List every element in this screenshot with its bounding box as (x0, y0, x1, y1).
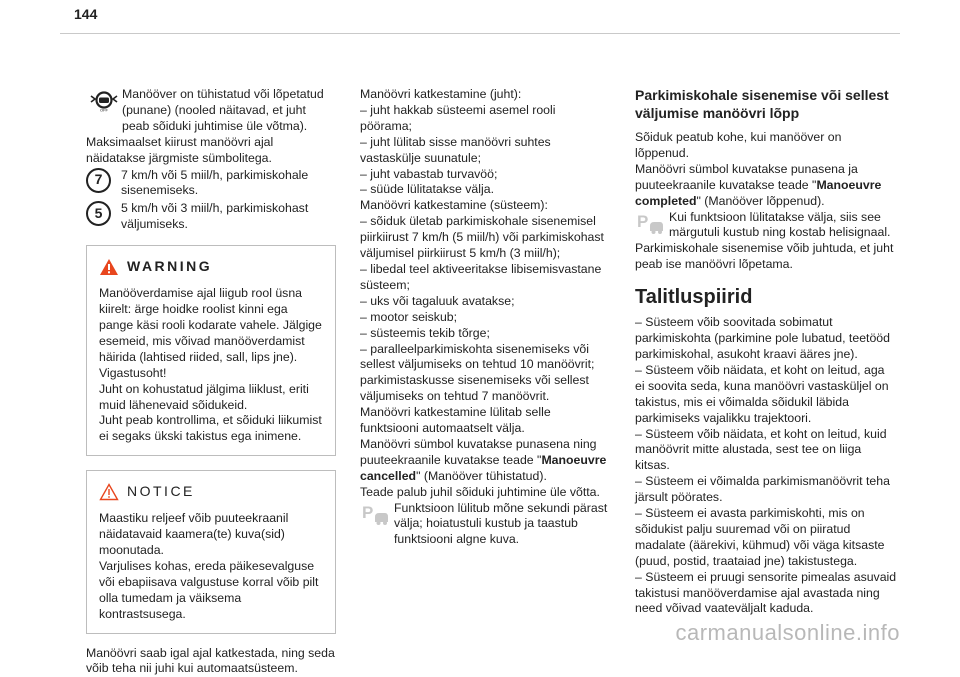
speed-5-icon: 5 (86, 201, 111, 226)
section-heading: Parkimiskohale sisenemise või sellest väljumise manöövri lõpp (635, 87, 889, 121)
column-1 (86, 87, 336, 677)
cancel-symbol-text: Manööver on tühistatud või lõpetatud (punane) (nooled näitavad, et juht peab sõiduki juhtimise üle võtma). (122, 87, 324, 133)
col2-line: – süsteemis tekib tõrge; (360, 325, 490, 340)
limit-item: – Süsteem võib soovitada sobimatut parkimiskohta (parkimine pole lubatud, teetööd parkimiskohal, asukoht kraavi ääres jne). (635, 315, 890, 361)
completed-message-text (635, 162, 897, 210)
column-2 (360, 87, 610, 548)
col2-line: – juht lülitab sisse manöövri suhtes vastaskülje suunatule; (360, 134, 551, 165)
completed-pre: Manöövri sümbol kuvatakse punasena ja puuteekraanile kuvatakse teade " (635, 161, 858, 192)
page-number: 144 (74, 6, 98, 22)
speed-7-icon: 7 (86, 168, 111, 193)
col2-line: – paralleelparkimiskohta sisenemiseks või sellest väljumiseks on tehtud 10 manöövrit; parkimistaskusse sisenemiseks või sellest väljumiseks on tehtud 7 manöövrit. (360, 341, 595, 404)
warning-line: Manööverdamise ajal liigub rool üsna kiirelt: ärge hoidke roolist kinni ega pange käsi rooli kodarate vahele. Jälgige esemeid, mis võivad manööverdamist häirida (lahtised riided, sall, lips jne). Vigastusoht! (99, 286, 322, 380)
notice-label: NOTICE (127, 483, 195, 500)
cancel-symbol-row (86, 87, 336, 135)
notice-box (86, 470, 336, 633)
cancelled-message-text (360, 437, 610, 485)
speed-intro: Maksimaalset kiirust manöövri ajal näidatakse järgmiste sümbolitega. (86, 134, 274, 165)
parking-grey-icon (360, 501, 390, 532)
col2-line: – juht vabastab turvavöö; (360, 166, 498, 181)
svg-text:P: P (362, 502, 374, 522)
notice-line: Varjulises kohas, ereda päikesevalguse või ebapiisava valgustuse korral võib pilt olla tumedam ja väiksema kontrastsusega. (99, 558, 319, 621)
speed5-row (86, 201, 336, 233)
completed-bold: Manoeuvre completed (635, 177, 882, 208)
col3-p3: Parkimiskohale sisenemise võib juhtuda, et juht peab ise manöövri lõpetama. (635, 241, 894, 272)
col3-p1: Sõiduk peatub kohe, kui manööver on lõppenud. (635, 130, 842, 160)
col2-icon-text: Funktsioon lülitub mõne sekundi pärast välja; hoiatustuli kustub ja taastub funktsiooni algne kuva. (394, 500, 608, 547)
notice-triangle-icon (99, 483, 119, 501)
cancelled-pre: Manöövri sümbol kuvatakse punasena ning puuteekraanile kuvatakse teade " (360, 436, 597, 467)
notice-line: Maastiku reljeef võib puuteekraanil näidatavaid kaamera(te) kuva(sid) moonutada. (99, 511, 289, 558)
speed7-text: 7 km/h või 5 miil/h, parkimiskohale sisenemiseks. (121, 167, 309, 198)
col2-line: Manöövri katkestamine lülitab selle funktsiooni automaatselt välja. (360, 405, 551, 436)
column-3 (635, 86, 897, 617)
cancelled-post: " (Manööver tühistatud). (416, 468, 547, 483)
notice-title (99, 483, 323, 501)
warning-line: Juht peab kontrollima, et sõiduki liikumist ei segaks ükski takistus ega inimene. (99, 413, 322, 444)
takeover-text: Teade palub juhil sõiduki juhtimine üle võtta. (360, 484, 600, 499)
speed7-row (86, 168, 336, 200)
col2-line: – uks või tagaluuk avatakse; (360, 293, 515, 308)
completed-post: " (Manööver lõppenud). (696, 193, 825, 208)
header-divider (60, 33, 900, 34)
parking-cancelled-icon (86, 87, 122, 115)
col2-line: Manöövri katkestamine (juht): (360, 87, 522, 101)
watermark: carmanualsonline.info (675, 620, 900, 646)
limit-item: – Süsteem ei avasta parkimiskohti, mis on sõidukist palju suuremad või on piiratud madalate (äärekivi, kühmud) või väga kitsaste (puud, postid, traataiad jne) takistustega. (635, 506, 885, 568)
col2-line: – juht hakkab süsteemi asemel rooli pöörama; (360, 102, 556, 133)
warning-triangle-icon (99, 258, 119, 276)
col2-line: – libedal teel aktiveeritakse libisemisvastane süsteem; (360, 261, 602, 292)
limit-item: – Süsteem ei pruugi sensorite pimealas asuvaid takistusi manööverdamise ajal avastada ning need võivad vaateväljalt kaduda. (635, 569, 897, 616)
closing-text: Manöövri saab igal ajal katkestada, ning seda võib teha nii juhi kui automaatsüsteem. (86, 645, 335, 676)
svg-text:P: P (637, 211, 649, 231)
svg-text:OFF: OFF (100, 107, 108, 113)
col2-icon-row (360, 501, 610, 549)
col2-line: – sõiduk ületab parkimiskohale sisenemisel piirkiirust 7 km/h (5 miil/h) või parkimiskohast väljumisel piirkiirust 5 km/h (3 miil/h); (360, 214, 604, 261)
warning-title (99, 258, 323, 276)
cancelled-bold: Manoeuvre cancelled (360, 452, 607, 483)
col2-line: – süüde lülitatakse välja. (360, 182, 494, 197)
col2-line: Manöövri katkestamine (süsteem): (360, 198, 548, 213)
limit-item: – Süsteem võib näidata, et koht on leitud, kuid manöövrit mitte alustada, sest tee on liiga kitsas. (635, 426, 887, 473)
warning-box (86, 245, 336, 456)
limits-heading: Talitluspiirid (635, 286, 753, 309)
col3-icon-row (635, 210, 897, 242)
warning-line: Juht on kohustatud jälgima liiklust, eriti muid lähenevaid sõidukeid. (99, 381, 309, 412)
col2-line: – mootor seiskub; (360, 309, 458, 324)
limit-item: – Süsteem võib näidata, et koht on leitud, aga ei soovita seda, kuna manöövri vastasküljel on takistus, mis ei võimalda sõidukil läbida parkimiseks vajalikku trajektoori. (635, 362, 889, 425)
speed5-text: 5 km/h või 3 miil/h, parkimiskohast väljumiseks. (121, 201, 309, 232)
limit-item: – Süsteem ei võimalda parkimismanöövrit teha järsult pöörates. (635, 474, 890, 505)
warning-label: WARNING (127, 258, 213, 275)
col3-icon-text: Kui funktsioon lülitatakse välja, siis see märgutuli kustub ning kostab helisignaal. (669, 209, 891, 240)
parking-grey-icon (635, 210, 665, 241)
